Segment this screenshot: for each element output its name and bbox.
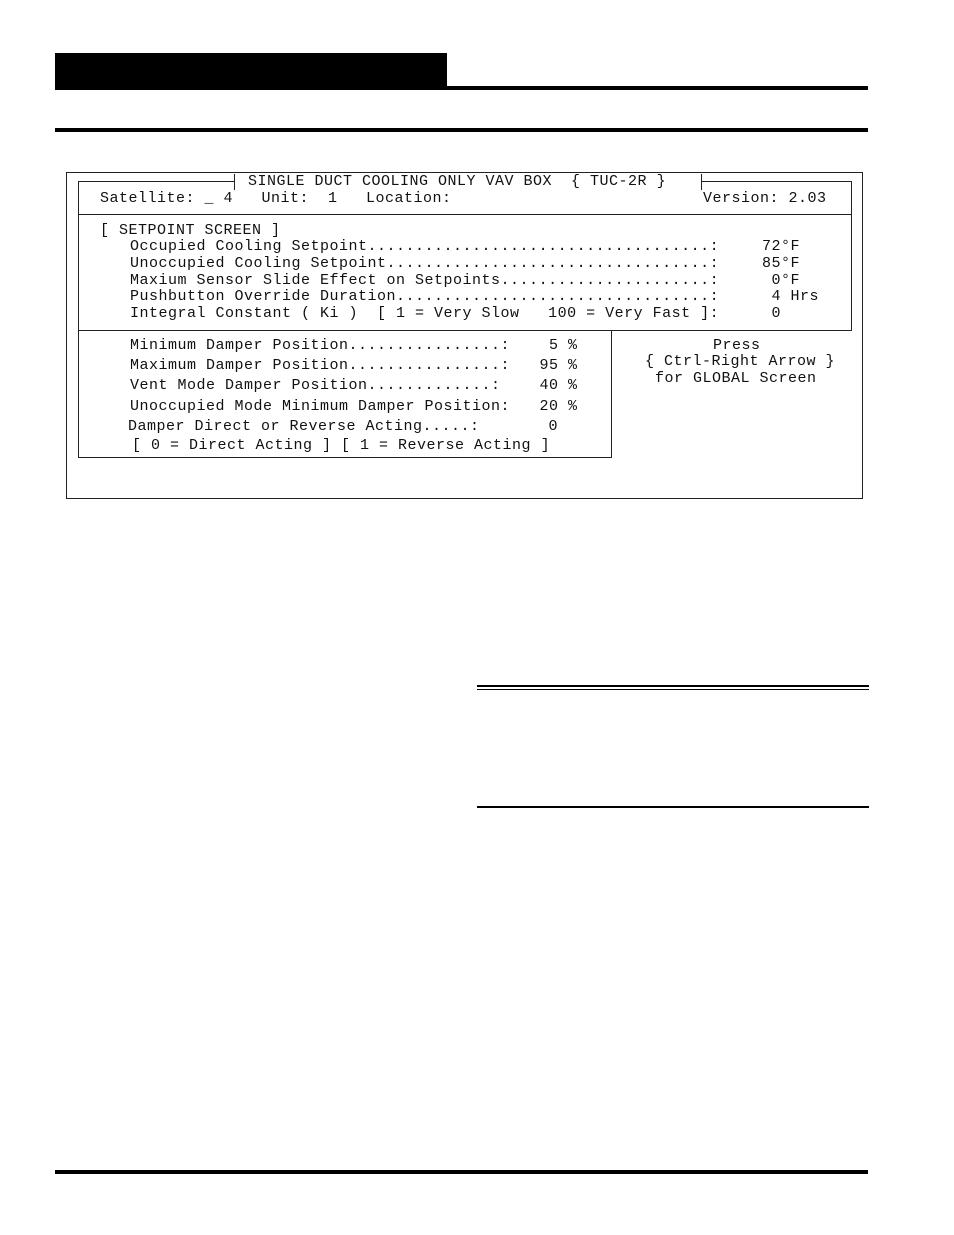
screen-title: SINGLE DUCT COOLING ONLY VAV BOX { TUC-2R } — [248, 173, 667, 190]
damper-label-min: Minimum Damper Position................: — [130, 337, 511, 354]
version-label: Version: 2.03 — [703, 190, 827, 207]
note-rule-bottom — [477, 806, 869, 808]
setpoint-label-integral: Integral Constant ( Ki ) [ 1 = Very Slow 100 = Very Fast ]: — [130, 305, 720, 322]
setpoint-label-occupied: Occupied Cooling Setpoint....................................: — [130, 238, 720, 255]
footer-rule — [55, 1170, 868, 1174]
setpoint-value-override[interactable]: 4 Hrs — [762, 288, 820, 305]
setpoint-screen-header: [ SETPOINT SCREEN ] — [100, 222, 281, 239]
setpoint-value-unoccupied[interactable]: 85°F — [762, 255, 801, 272]
press-hint-2: { Ctrl-Right Arrow } — [645, 353, 836, 370]
damper-value-max[interactable]: 95 % — [530, 357, 578, 374]
note-rule-top — [477, 685, 869, 687]
note-rule-top-thin — [477, 689, 869, 690]
setpoint-value-slide[interactable]: 0°F — [762, 272, 801, 289]
header-rule — [55, 86, 868, 90]
damper-label-max: Maximum Damper Position................: — [130, 357, 511, 374]
damper-label-vent: Vent Mode Damper Position.............: — [130, 377, 501, 394]
damper-value-vent[interactable]: 40 % — [530, 377, 578, 394]
setpoint-label-unoccupied: Unoccupied Cooling Setpoint..................................: — [130, 255, 720, 272]
damper-value-min[interactable]: 5 % — [530, 337, 578, 354]
damper-value-unoccupied-min[interactable]: 20 % — [530, 398, 578, 415]
header-tab — [55, 53, 447, 87]
press-hint-1: Press — [713, 337, 761, 354]
damper-acting-legend: [ 0 = Direct Acting ] [ 1 = Reverse Acting ] — [132, 437, 551, 454]
damper-label-unoccupied-min: Unoccupied Mode Minimum Damper Position: — [130, 398, 511, 415]
press-hint-3: for GLOBAL Screen — [655, 370, 817, 387]
setpoint-label-slide: Maxium Sensor Slide Effect on Setpoints......................: — [130, 272, 720, 289]
setpoint-value-integral[interactable]: 0 — [762, 305, 782, 322]
setpoint-value-occupied[interactable]: 72°F — [762, 238, 801, 255]
damper-label-acting: Damper Direct or Reverse Acting.....: — [128, 418, 480, 435]
setpoint-label-override: Pushbutton Override Duration.................................: — [130, 288, 720, 305]
satellite-line: Satellite: _ 4 Unit: 1 Location: — [100, 190, 452, 207]
section-rule — [55, 128, 868, 132]
damper-value-acting[interactable]: 0 — [520, 418, 559, 435]
